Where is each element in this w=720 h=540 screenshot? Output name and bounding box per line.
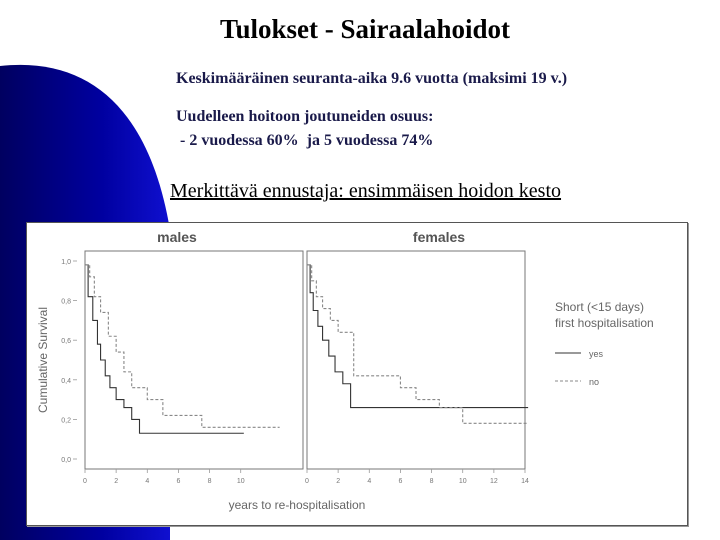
legend-title-line: first hospitalisation bbox=[555, 316, 654, 330]
x-tick-label: 14 bbox=[521, 478, 529, 485]
x-tick-label: 0 bbox=[305, 478, 309, 485]
x-tick-label: 10 bbox=[458, 478, 467, 485]
x-tick-label: 6 bbox=[176, 478, 181, 485]
bullet-predictor: Merkittävä ennustaja: ensimmäisen hoidon kesto bbox=[170, 180, 562, 202]
bullet-readmission-share: Uudelleen hoitoon joutuneiden osuus: bbox=[176, 108, 434, 125]
x-tick-label: 4 bbox=[145, 478, 150, 485]
series-line-males-yes bbox=[85, 265, 244, 433]
y-axis-label: Cumulative Survival bbox=[36, 306, 50, 414]
slide-title: Tulokset - Sairaalahoidot bbox=[219, 14, 511, 44]
panel-title-males: males bbox=[157, 229, 197, 245]
panel-frame-females bbox=[307, 251, 525, 469]
legend-label-yes: yes bbox=[589, 349, 604, 359]
legend-label-no: no bbox=[589, 377, 600, 387]
y-tick-label: 0,8 bbox=[61, 298, 71, 306]
survival-chart bbox=[27, 223, 687, 525]
y-tick-label: 0,4 bbox=[61, 377, 71, 385]
bullet-readmission-values: - 2 vuodessa 60% ja 5 vuodessa 74% bbox=[176, 132, 434, 149]
bullet-follow-up: Keskimääräinen seuranta-aika 9.6 vuotta (maksimi 19 v.) bbox=[176, 70, 568, 87]
series-line-females-no bbox=[307, 265, 528, 423]
legend-title-line: Short (<15 days) bbox=[555, 300, 645, 314]
x-tick-label: 8 bbox=[429, 478, 434, 485]
x-axis-label: years to re-hospitalisation bbox=[228, 498, 366, 512]
y-tick-label: 0,0 bbox=[61, 457, 71, 464]
panel-frame-males bbox=[85, 251, 303, 469]
y-tick-label: 1,0 bbox=[61, 259, 71, 266]
x-tick-label: 12 bbox=[489, 478, 498, 485]
x-tick-label: 8 bbox=[207, 478, 212, 485]
x-tick-label: 10 bbox=[236, 478, 245, 485]
x-tick-label: 2 bbox=[336, 478, 341, 485]
x-tick-label: 0 bbox=[83, 478, 87, 485]
x-tick-label: 6 bbox=[398, 478, 403, 485]
series-line-males-no bbox=[85, 265, 280, 427]
y-tick-label: 0,2 bbox=[61, 417, 71, 425]
y-tick-label: 0,6 bbox=[61, 338, 71, 346]
x-tick-label: 2 bbox=[114, 478, 119, 485]
x-tick-label: 4 bbox=[367, 478, 372, 485]
survival-figure bbox=[26, 222, 688, 526]
panel-title-females: females bbox=[412, 229, 466, 245]
series-line-females-yes bbox=[307, 265, 528, 408]
